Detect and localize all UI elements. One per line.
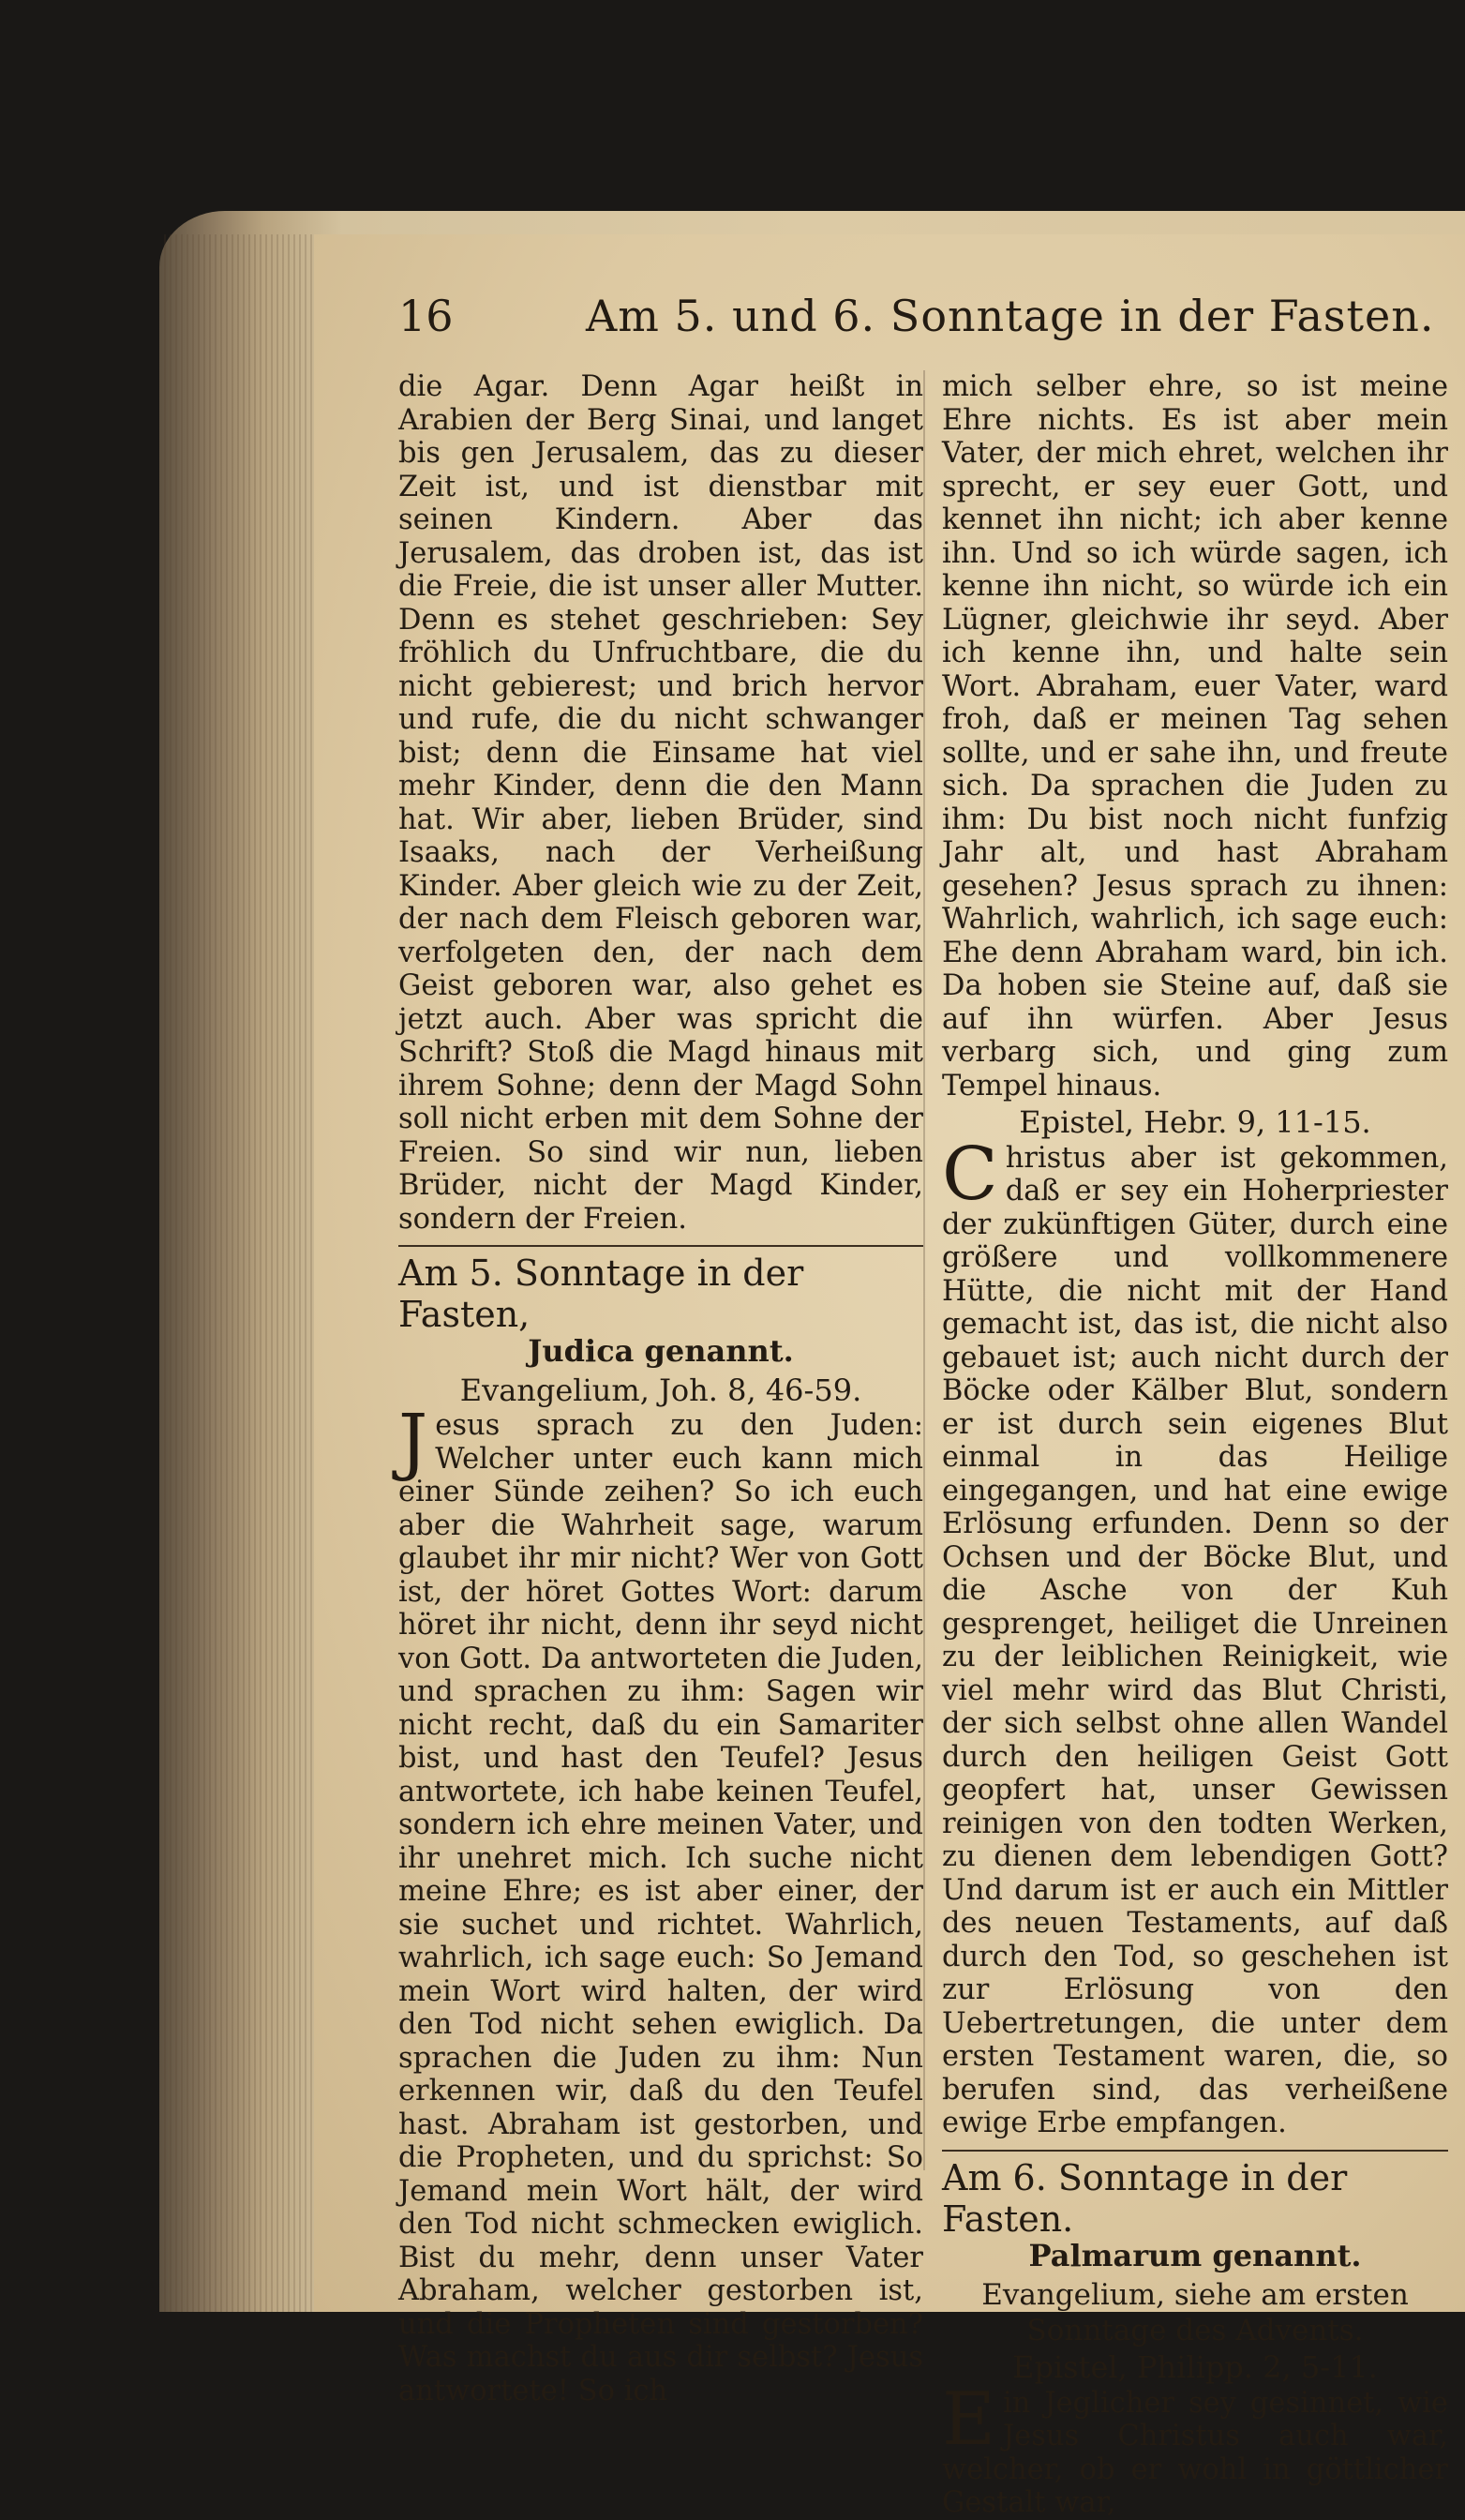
drop-cap: C	[942, 1132, 998, 1217]
column-divider	[923, 370, 925, 2170]
epistle-text	[942, 1132, 1448, 2140]
drop-cap: J	[398, 1400, 428, 1484]
gospel-heading-line1: Evangelium, siehe am ersten	[981, 2278, 1409, 2312]
epistle-continuation-text: die Agar. Denn Agar heißt in Arabien der Berg Sinai, und langet bis gen Jerusalem, das zu dieser Zeit ist, und ist dienstbar mit seinen Kindern. Aber das Jerusalem, das droben ist, das ist die Freie, die ist unser aller Mutter. Denn es stehet geschrieben: Sey fröhlich du Unfruchtbare, die du nicht gebierest; und brich hervor und rufe, die du nicht schwanger bist; denn die Einsame hat viel mehr Kinder, denn die den Mann hat. Wir aber, lieben Brüder, sind Isaaks, nach der Verheißung Kinder. Aber gleich wie zu der Zeit, der nach dem Fleisch geboren war, verfolgeten den, der nach dem Geist geboren war, also gehet es jetzt auch. Aber was spricht die Schrift? Stoß die Magd hinaus mit ihrem Sohne; denn der Magd Sohn soll nicht erben mit dem Sohne der Freien. So sind wir nun, lieben Brüder, nicht der Magd Kinder, sondern der Freien.	[398, 370, 923, 1236]
right-column	[942, 370, 1448, 2520]
gospel-continuation-text: mich selber ehre, so ist meine Ehre nichts. Es ist aber mein Vater, der mich ehret, welchen ihr sprecht, er sey euer Gott, und kennet ihn nicht; ich aber kenne ihn. Und so ich würde sagen, ich kenne ihn nicht, so würde ich ein Lügner, gleichwie ihr seyd. Aber ich kenne ihn, und halte sein Wort. Abraham, euer Vater, ward froh, daß er meinen Tag sehen sollte, und er sahe ihn, und freute sich. Da sprachen die Juden zu ihm: Du bist noch nicht funfzig Jahr alt, und hast Abraham gesehen? Jesus sprach zu ihnen: Wahrlich, wahrlich, ich sage euch: Ehe denn Abraham ward, bin ich. Da hoben sie Steine auf, daß sie auf ihn würfen. Aber Jesus verbarg sich, und ging zum Tempel hinaus.	[942, 370, 1448, 1102]
section-subtitle-judica: Judica genannt.	[528, 1333, 794, 1369]
epistle2-body: in Jeglicher sey gesinnet, wie Jesus Christus auch war, welcher, ob er wohl in göttlicher Gestalt war,	[942, 2386, 1448, 2519]
epistle2-heading: Epistel, Philipp. 2, 5-11.	[1012, 2349, 1378, 2385]
section-title-palmarum: Am 6. Sonntage in der Fasten.	[942, 2156, 1348, 2240]
running-title: Am 5. und 6. Sonntage in der Fasten.	[586, 291, 1435, 341]
drop-cap: E	[942, 2377, 995, 2462]
gospel-text	[398, 1400, 923, 2408]
gospel-body: esus sprach zu den Juden: Welcher unter euch kann mich einer Sünde zeihen? So ich euch aber die Wahrheit sage, warum glaubet ihr mir nicht? Wer von Gott ist, der höret Gottes Wort: darum höret ihr nicht, denn ihr seyd nicht von Gott. Da antworteten die Juden, und sprachen zu ihm: Sagen wir nicht recht, daß du ein Samariter bist, und hast den Teufel? Jesus antwortete, ich habe keinen Teufel, sondern ich ehre meinen Vater, und ihr unehret mich. Ich suche nicht meine Ehre; es ist aber einer, der sie suchet und richtet. Wahrlich, wahrlich, ich sage euch: So Jemand mein Wort wird halten, der wird den Tod nicht sehen ewiglich. Da sprachen die Juden zu ihm: Nun erkennen wir, daß du den Teufel hast. Abraham ist gestorben, und die Propheten, und du sprichst: So Jemand mein Wort hält, der wird den Tod nicht schmecken ewiglich. Bist du mehr, denn unser Vater Abraham, welcher gestorben ist, und die Propheten sind gestorben? Was machst du aus dir selbst? Jesus antwortete! So ich	[398, 1409, 923, 2408]
gospel-heading: Evangelium, Joh. 8, 46-59.	[459, 1372, 862, 1408]
gospel-heading-line2: Sonntage des Advents.	[1026, 2314, 1364, 2348]
section-divider	[942, 2150, 1448, 2152]
page-edges	[164, 234, 314, 2312]
section-subtitle-palmarum: Palmarum genannt.	[1028, 2237, 1362, 2273]
epistle-heading: Epistel, Hebr. 9, 11-15.	[1019, 1104, 1371, 1140]
page-header	[398, 291, 1448, 356]
left-column	[398, 370, 923, 2408]
book-page	[314, 234, 1465, 2519]
page-number: 16	[398, 291, 454, 341]
section-divider	[398, 1245, 923, 1247]
epistle-body: hristus aber ist gekommen, daß er sey ein Hoherpriester der zukünftigen Güter, durch eine größere und vollkommenere Hütte, die nicht mit der Hand gemacht ist, das ist, die nicht also gebauet ist; auch nicht durch der Böcke oder Kälber Blut, sondern er ist durch sein eigenes Blut einmal in das Heilige eingegangen, und hat eine ewige Erlösung erfunden. Denn so der Ochsen und der Böcke Blut, und die Asche von der Kuh gesprenget, heiliget die Unreinen zu der leiblichen Reinigkeit, wie viel mehr wird das Blut Christi, der sich selbst ohne allen Wandel durch den heiligen Geist Gott geopfert hat, unser Gewissen reinigen von den todten Werken, zu dienen dem lebendigen Gott? Und darum ist er auch ein Mittler des neuen Testaments, auf daß durch den Tod, so geschehen ist zur Erlösung von den Uebertretungen, die unter dem ersten Testament waren, die, so berufen sind, das verheißene ewige Erbe empfangen.	[942, 1141, 1448, 2139]
section-title-judica: Am 5. Sonntage in der Fasten,	[398, 1252, 804, 1335]
epistle2-text	[942, 2377, 1448, 2520]
